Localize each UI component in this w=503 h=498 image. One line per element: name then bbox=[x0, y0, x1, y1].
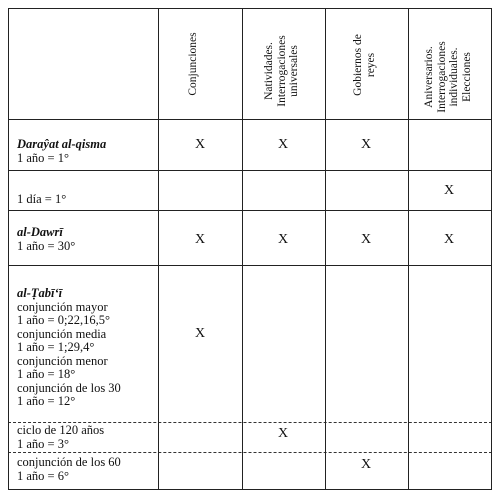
rule-left bbox=[8, 8, 9, 490]
rule-row-1 bbox=[8, 170, 492, 171]
rule-col-2 bbox=[242, 8, 243, 490]
header-line: Gobiernos de bbox=[352, 34, 364, 96]
column-header-conjunciones bbox=[187, 9, 213, 119]
row-line: 1 año = 1;29,4° bbox=[17, 340, 95, 354]
cell-mark: X bbox=[194, 137, 206, 152]
row-line: conjunción menor bbox=[17, 353, 108, 368]
rule-row-2 bbox=[8, 210, 492, 211]
row-line: conjunción mayor bbox=[17, 299, 108, 314]
row-line: 1 año = 1° bbox=[17, 150, 69, 165]
cell-mark: X bbox=[277, 232, 289, 247]
column-header-natividades bbox=[263, 16, 303, 126]
cell-mark: X bbox=[360, 137, 372, 152]
header-line: Interrogaciones bbox=[275, 35, 288, 107]
rule-top bbox=[8, 8, 492, 9]
header-line: Elecciones bbox=[460, 52, 473, 102]
header-line: Natividades. bbox=[263, 42, 275, 100]
header-line: universales bbox=[288, 45, 300, 97]
row-line: 1 año = 18° bbox=[17, 367, 76, 381]
row-label-tabii bbox=[17, 287, 121, 409]
header-line: reyes bbox=[364, 52, 377, 78]
row-line: conjunción de los 60 bbox=[17, 455, 121, 469]
row-line: conjunción media bbox=[17, 326, 107, 341]
row-line: 1 día = 1° bbox=[17, 192, 67, 206]
row-label-cycle-120 bbox=[17, 424, 104, 451]
cell-mark: X bbox=[277, 137, 289, 152]
row-label-daraya bbox=[17, 138, 106, 165]
header-line: Aniversarios. bbox=[423, 46, 435, 108]
row-label-conj-60 bbox=[17, 456, 121, 483]
cell-mark: X bbox=[194, 326, 206, 341]
row-line: 1 año = 30° bbox=[17, 238, 76, 253]
row-line: conjunción de los 30 bbox=[17, 380, 121, 395]
rule-col-4 bbox=[408, 8, 409, 490]
row-label-day bbox=[17, 193, 66, 207]
cell-mark: X bbox=[277, 426, 289, 441]
row-title: al-Dawrī bbox=[17, 225, 63, 239]
row-line: 1 año = 12° bbox=[17, 394, 76, 408]
rule-col-3 bbox=[325, 8, 326, 490]
header-line: Interrogaciones bbox=[435, 41, 448, 113]
row-label-dawri bbox=[17, 226, 75, 253]
cell-mark: X bbox=[360, 457, 372, 472]
row-line: 1 año = 0;22,16,5° bbox=[17, 313, 110, 327]
cell-mark: X bbox=[360, 232, 372, 247]
rule-row-3 bbox=[8, 265, 492, 266]
rule-header-bottom bbox=[8, 119, 492, 120]
row-line: ciclo de 120 años bbox=[17, 423, 105, 437]
rule-col-1 bbox=[158, 8, 159, 490]
cell-mark: X bbox=[443, 183, 455, 198]
header-line: individuales. bbox=[448, 47, 460, 107]
row-line: 1 año = 6° bbox=[17, 468, 69, 483]
rule-row-5 bbox=[8, 452, 492, 453]
row-title: Daraŷat al-qisma bbox=[17, 137, 107, 151]
column-header-aniversarios bbox=[423, 22, 475, 132]
rule-right bbox=[491, 8, 492, 490]
cell-mark: X bbox=[443, 232, 455, 247]
row-title: al-Ṭabī‘ī bbox=[17, 286, 63, 300]
header-line: Conjunciones bbox=[187, 32, 199, 96]
column-header-gobiernos bbox=[352, 10, 380, 120]
row-line: 1 año = 3° bbox=[17, 436, 69, 451]
cell-mark: X bbox=[194, 232, 206, 247]
rule-bottom bbox=[8, 489, 492, 490]
